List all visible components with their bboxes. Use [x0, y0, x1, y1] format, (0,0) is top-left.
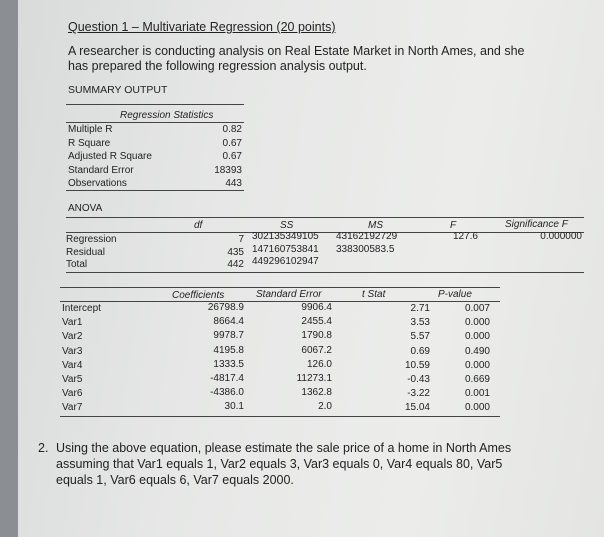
- coef-p-value: 0.001: [464, 388, 490, 400]
- anova-header-ms: MS: [368, 220, 383, 231]
- regression-stat-value: 0.67: [222, 137, 242, 149]
- coef-value: 8664.4: [213, 316, 244, 328]
- coef-value: 30.1: [224, 401, 244, 413]
- anova-df: 435: [227, 246, 244, 258]
- anova-ss: 449296102947: [252, 256, 319, 267]
- anova-header-ss: SS: [280, 220, 294, 231]
- anova-ss: 147160753841: [252, 243, 319, 255]
- coef-value: -4817.4: [210, 373, 244, 384]
- regression-stat-value: 0.67: [222, 151, 242, 162]
- coef-row-label: Var7: [62, 402, 83, 414]
- coef-standard-error: 11273.1: [296, 373, 332, 384]
- coef-p-value: 0.000: [464, 317, 490, 329]
- coef-row-label: Var2: [62, 331, 83, 343]
- coef-standard-error: 9906.4: [301, 302, 332, 313]
- coef-t-stat: 3.53: [410, 317, 430, 329]
- coef-value: 26798.9: [207, 302, 244, 313]
- coef-t-stat: 2.71: [410, 303, 430, 314]
- coef-value: 9978.7: [213, 330, 244, 342]
- anova-row-label: Residual: [66, 246, 105, 258]
- regression-stat-value: 0.82: [222, 124, 242, 135]
- regression-stat-label: Standard Error: [68, 164, 134, 176]
- anova-header-significance-f: Significance F: [505, 219, 568, 230]
- coef-header-p-value: P-value: [438, 289, 472, 300]
- question-intro: A researcher is conducting analysis on Real Estate Market in North Ames, and she has prepared the following regression analysis output.: [68, 44, 525, 73]
- question-2-text: Using the above equation, please estimate the sale price of a home in North Ames assuming that Var1 equals 1, Var2 equals 3, Var3 equals 0, Var4 equals 80, Var5 equals 1, Var6 equals 6, Var7 equals 2000.: [56, 441, 512, 487]
- table-rule: [66, 104, 244, 105]
- coef-standard-error: 1790.8: [301, 330, 332, 342]
- regression-stat-label: R Square: [68, 137, 111, 149]
- anova-header-f: F: [450, 220, 457, 231]
- table-rule: [66, 217, 584, 218]
- coef-p-value: 0.000: [464, 402, 490, 414]
- coef-standard-error: 126.0: [306, 358, 332, 370]
- coef-value: 1333.5: [213, 358, 244, 370]
- regression-statistics-header: Regression Statistics: [120, 110, 214, 121]
- coef-p-value: 0.000: [464, 359, 490, 371]
- regression-stat-value: 443: [225, 178, 242, 189]
- anova-ss: 302135349105: [252, 231, 319, 242]
- anova-f: 127.6: [452, 231, 478, 242]
- anova-row-label: Regression: [66, 234, 117, 245]
- coef-p-value: 0.007: [464, 303, 490, 314]
- coef-t-stat: -3.22: [407, 388, 430, 400]
- regression-stat-label: Multiple R: [68, 124, 113, 135]
- anova-header-df: df: [194, 220, 203, 231]
- coef-standard-error: 2.0: [318, 401, 332, 413]
- coef-t-stat: 5.57: [410, 331, 430, 343]
- coef-row-label: Intercept: [62, 303, 101, 314]
- regression-stat-value: 18393: [214, 164, 242, 176]
- coef-standard-error: 6067.2: [301, 344, 332, 356]
- coef-row-label: Var1: [62, 317, 83, 329]
- coef-p-value: 0.000: [464, 331, 490, 343]
- coef-header-t-stat: t Stat: [362, 289, 386, 300]
- coef-row-label: Var5: [62, 374, 83, 385]
- regression-stat-label: Adjusted R Square: [68, 151, 152, 162]
- table-rule: [66, 232, 584, 233]
- question-2-number: 2.: [38, 441, 49, 455]
- coef-t-stat: -0.43: [407, 374, 430, 385]
- coef-standard-error: 1362.8: [301, 387, 332, 399]
- table-rule: [66, 122, 244, 123]
- anova-significance-f: 0.000000: [540, 231, 582, 242]
- regression-stat-label: Observations: [68, 178, 127, 189]
- table-rule: [66, 190, 244, 191]
- anova-ms: 338300583.5: [336, 243, 395, 255]
- table-rule: [66, 272, 584, 273]
- anova-df: 442: [227, 259, 244, 270]
- coef-value: 4195.8: [213, 344, 244, 356]
- coef-header-standard-error: Standard Error: [256, 289, 322, 300]
- coef-p-value: 0.490: [464, 345, 490, 357]
- summary-output-label: SUMMARY OUTPUT: [68, 84, 168, 96]
- coef-t-stat: 0.69: [410, 345, 430, 357]
- coef-standard-error: 2455.4: [301, 316, 332, 328]
- anova-ms: 43162192729: [336, 231, 398, 242]
- coef-row-label: Var3: [62, 345, 83, 357]
- coef-header-coefficients: Coefficients: [172, 290, 225, 301]
- coef-t-stat: 10.59: [404, 359, 430, 371]
- coef-t-stat: 15.04: [404, 402, 430, 414]
- coef-row-label: Var4: [62, 359, 83, 371]
- table-rule: [60, 287, 500, 288]
- table-rule: [60, 416, 500, 417]
- anova-df: 7: [238, 234, 244, 245]
- question-title: Question 1 – Multivariate Regression (20 points): [68, 20, 336, 34]
- coef-p-value: 0.669: [464, 374, 490, 385]
- coef-value: -4386.0: [210, 387, 244, 399]
- anova-row-label: Total: [66, 259, 88, 270]
- anova-label: ANOVA: [68, 203, 103, 214]
- coef-row-label: Var6: [62, 388, 83, 400]
